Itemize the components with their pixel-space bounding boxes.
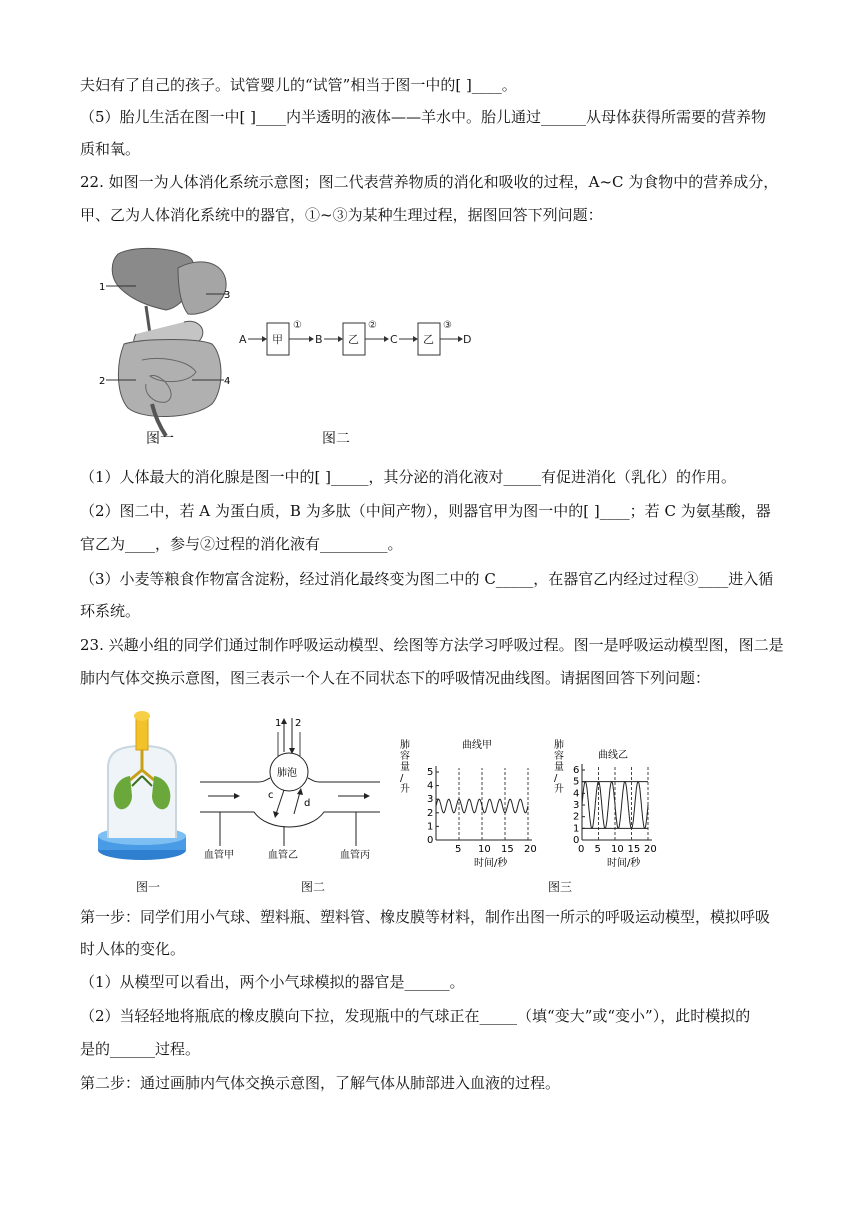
flow-step-2: ② xyxy=(368,320,377,331)
text-line: 甲、乙为人体消化系统中的器官，①~③为某种生理过程，据图回答下列问题： xyxy=(80,206,603,224)
text-line: （2）当轻轻地将瓶底的橡皮膜向下拉，发现瓶中的气球正在_____（填“变大”或“变小”），此时模拟的 xyxy=(80,1007,751,1025)
y-tick-label: 4 xyxy=(573,788,580,800)
y-axis-label-char: 量 xyxy=(554,762,564,773)
y-tick-label: 2 xyxy=(427,807,434,819)
text-line: 官乙为____，参与②过程的消化液有_________。 xyxy=(80,535,403,553)
y-axis-label-char: 肺 xyxy=(554,740,564,751)
figure-22 xyxy=(96,244,496,454)
label-c: c xyxy=(268,790,274,801)
text-line: 肺内气体交换示意图，图三表示一个人在不同状态下的呼吸情况曲线图。请据图回答下列问题： xyxy=(80,669,711,687)
x-tick-label: 15 xyxy=(627,844,641,855)
text-line: 第二步：通过画肺内气体交换示意图，了解气体从肺部进入血液的过程。 xyxy=(80,1074,561,1092)
vessel-jia-label: 血管甲 xyxy=(204,850,234,861)
digestive-system-diagram xyxy=(112,248,226,436)
flow-C: C xyxy=(390,333,398,346)
x-tick-label: 10 xyxy=(478,844,491,855)
series-line xyxy=(436,799,528,813)
flow-organ-yi: 乙 xyxy=(348,333,359,346)
label-d: d xyxy=(304,798,311,809)
breathing-chart-jia xyxy=(396,734,546,874)
text-line: （5）胎儿生活在图一中[ ]____内半透明的液体——羊水中。胎儿通过______从母体获得所需要的营养物 xyxy=(80,108,767,126)
breathing-chart-yi xyxy=(546,734,666,874)
figure-22-caption-2: 图二 xyxy=(322,431,350,447)
x-tick-label: 5 xyxy=(594,844,601,855)
flow-D: D xyxy=(463,333,472,346)
y-axis-label-char: / xyxy=(554,773,558,784)
question-22-stem: 22. 如图一为人体消化系统示意图；图二代表营养物质的消化和吸收的过程，A~C 为食物中的营养成分， xyxy=(80,173,779,191)
chart-title: 曲线乙 xyxy=(598,750,628,761)
text-line: 是的______过程。 xyxy=(80,1040,201,1058)
flow-organ-yi-2: 乙 xyxy=(423,333,434,346)
y-tick-label: 2 xyxy=(573,811,580,823)
y-axis-label-char: 升 xyxy=(554,784,564,795)
vessel-yi-label: 血管乙 xyxy=(268,850,298,861)
question-23-stem: 23. 兴趣小组的同学们通过制作呼吸运动模型、绘图等方法学习呼吸过程。图一是呼吸运动模型图，图二是 xyxy=(80,636,784,654)
y-tick-label: 0 xyxy=(427,835,434,846)
text-line: （2）图二中，若 A 为蛋白质，B 为多肽（中间产物），则器官甲为图一中的[ ]____；若 C 为氨基酸，器 xyxy=(80,502,771,520)
flow-organ-jia: 甲 xyxy=(272,333,283,346)
figure-23-caption-2: 图二 xyxy=(301,880,326,894)
flow-step-3: ③ xyxy=(443,320,452,331)
chart-title: 曲线甲 xyxy=(462,740,492,751)
y-tick-label: 0 xyxy=(573,835,580,846)
arrow-label-1: 1 xyxy=(275,718,282,729)
flow-A: A xyxy=(239,333,247,346)
y-axis-label-char: 容 xyxy=(400,751,410,762)
x-axis-label: 时间/秒 xyxy=(607,858,641,869)
y-axis-label-char: 量 xyxy=(400,762,410,773)
y-tick-label: 5 xyxy=(573,776,580,788)
x-tick-label: 10 xyxy=(611,844,624,855)
y-axis-label-char: 升 xyxy=(400,784,410,795)
text-line: 第一步：同学们用小气球、塑料瓶、塑料管、橡皮膜等材料，制作出图一所示的呼吸运动模型，模拟呼吸 xyxy=(80,908,771,926)
arrow-label-2: 2 xyxy=(295,718,302,729)
figure-22-caption-1: 图一 xyxy=(146,431,174,447)
digestion-flow-diagram xyxy=(239,320,471,355)
x-tick-label: 20 xyxy=(524,844,537,855)
figure-23-caption-3: 图三 xyxy=(548,880,573,894)
flow-B: B xyxy=(315,333,323,346)
y-tick-label: 1 xyxy=(427,821,434,833)
y-axis-label-char: 容 xyxy=(554,751,564,762)
text-line: 环系统。 xyxy=(80,602,141,620)
label-1: 1 xyxy=(99,282,106,293)
y-tick-label: 4 xyxy=(427,780,434,792)
x-axis-label: 时间/秒 xyxy=(474,858,508,869)
flow-step-1: ① xyxy=(293,320,302,331)
y-axis-label-char: 肺 xyxy=(400,740,410,751)
x-tick-label: 15 xyxy=(501,844,514,855)
text-line: 时人体的变化。 xyxy=(80,940,186,958)
text-line: （1）从模型可以看出，两个小气球模拟的器官是______。 xyxy=(80,973,465,991)
text-line: 夫妇有了自己的孩子。试管婴儿的“试管”相当于图一中的[ ]____。 xyxy=(80,76,517,94)
vessel-bing-label: 血管丙 xyxy=(340,850,370,861)
label-2: 2 xyxy=(99,376,106,387)
y-tick-label: 3 xyxy=(573,800,580,811)
y-axis-label-char: / xyxy=(400,773,404,784)
x-tick-label: 20 xyxy=(644,844,657,855)
label-3: 3 xyxy=(224,290,231,301)
y-tick-label: 1 xyxy=(573,823,580,835)
breathing-model-figure xyxy=(92,710,192,870)
y-tick-label: 5 xyxy=(427,767,434,778)
y-tick-label: 3 xyxy=(427,794,434,806)
alveolus-label: 肺泡 xyxy=(277,768,297,779)
label-4: 4 xyxy=(224,376,231,387)
x-tick-label: 0 xyxy=(578,844,585,855)
text-line: （3）小麦等粮食作物富含淀粉，经过消化最终变为图二中的 C_____，在器官乙内经过过程③____进入循 xyxy=(80,570,774,588)
gas-exchange-figure xyxy=(198,714,382,864)
text-line: （1）人体最大的消化腺是图一中的[ ]_____，其分泌的消化液对_____有促进消化（乳化）的作用。 xyxy=(80,468,737,486)
figure-23-caption-1: 图一 xyxy=(136,880,161,894)
x-tick-label: 5 xyxy=(455,844,462,855)
text-line: 质和氧。 xyxy=(80,140,141,158)
y-tick-label: 6 xyxy=(573,765,580,776)
